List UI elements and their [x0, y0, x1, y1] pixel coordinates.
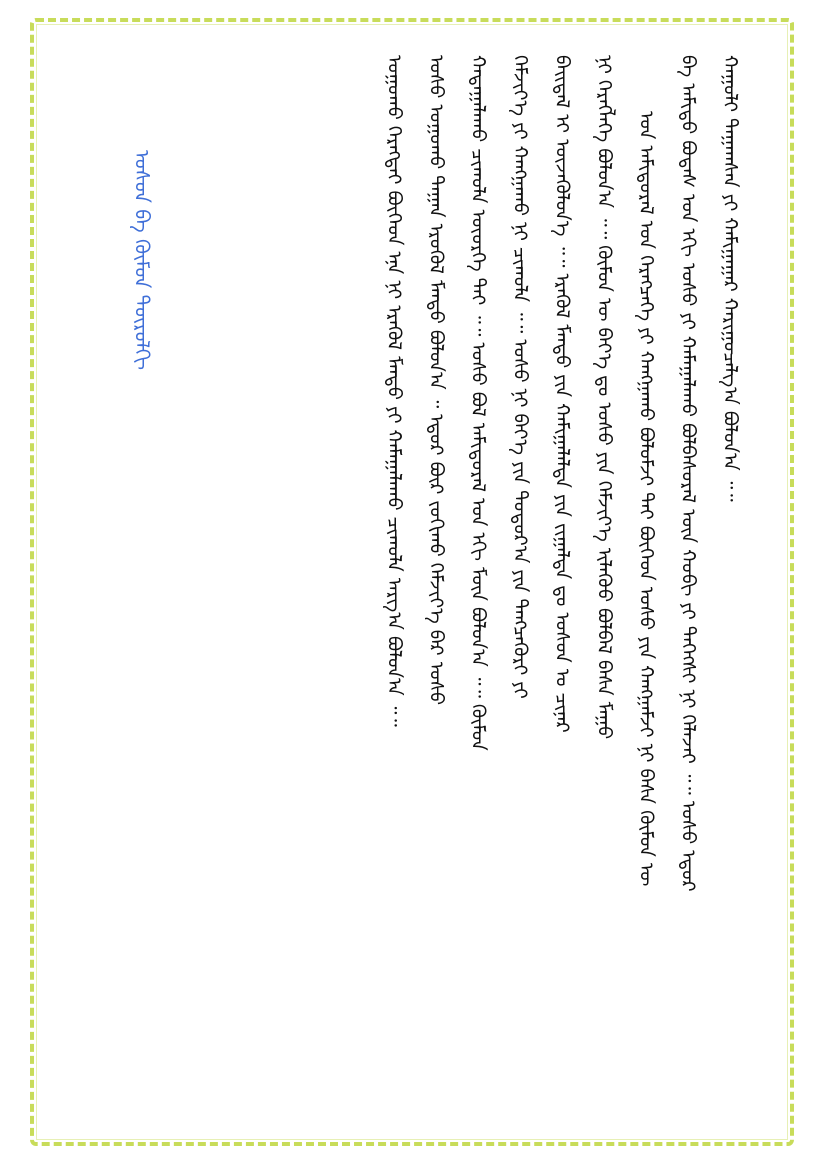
text-line-9: ᠤᠭᠤᠬᠤ ᠬᠡᠷᠡᠭᠲᠡᠢ ᠪᠥᠭᠡᠳ ᠡᠨᠡ ᠨᠢ ᠡᠷᠡᠭᠦᠯ ᠮᠡᠨᠳᠦ ᠶᠢ ᠬᠠᠮᠠᠭᠠᠯᠠᠬᠤ ᠴᠢᠬᠤᠯᠠ ᠠᠷᠭ᠎ᠠ ᠪᠣᠯᠤᠨ᠎ᠠ ᠃᠃	[383, 55, 405, 727]
body-text	[251, 55, 751, 1113]
text-line-6: ᠬᠡᠮᠵᠢᠶ᠎ᠡ ᠶᠢ ᠬᠠᠩᠭᠠᠬᠤ ᠨᠢ ᠴᠢᠬᠤᠯᠠ ᠃᠃ ᠤᠰᠤ ᠨᠢ ᠪᠡᠶ᠎ᠡ ᠶᠢᠨ ᠳᠣᠲᠣᠷ᠎ᠠ ᠶᠢᠨ ᠲᠡᠩᠴᠡᠭᠦᠷᠢ ᠶᠢ	[509, 55, 531, 699]
text-line-5: ᠪᠠᠢᠳᠠᠯ ᠢ ᠦᠵᠡᠭᠦᠯᠦᠨ᠎ᠡ ᠃᠃ ᠡᠷᠡᠭᠦᠯ ᠮᠡᠨᠳᠦ ᠶᠢᠨ ᠬᠠᠮᠢᠭᠠᠯᠠᠯᠲᠠ ᠶᠢᠨ ᠵᠢᠭᠠᠯᠲᠠ ᠳᠤ ᠤᠰᠤᠨ ᠤ ᠴᠢᠨᠠᠷ	[551, 55, 573, 733]
text-line-1: ᠬᠠᠭᠤᠯᠢ ᠳᠠᠭᠠᠭᠰᠠᠨ ᠶᠢ ᠬᠠᠮᠢᠭᠠᠭᠠᠷ ᠬᠠᠷᠢᠭᠤᠴᠠᠯᠭ᠎ᠠ ᠪᠣᠯᠤᠨ᠎ᠠ ᠃᠃	[719, 55, 741, 502]
text-line-4: ᠨᠢ ᠬᠡᠷᠡᠭᠯᠡᠭᠡ ᠪᠣᠯᠤᠨ᠎ᠠ ᠃᠃ ᠬᠦᠮᠦᠨ ᠦ ᠪᠡᠶ᠎ᠡ ᠳᠤ ᠤᠰᠤ ᠶᠢᠨ ᠬᠡᠮᠵᠢᠶ᠎ᠡ ᠢᠯᠡᠭᠦᠦ ᠪᠣᠯᠪᠠᠯ ᠪᠠᠰᠠ ᠮᠠᠭᠤ	[593, 55, 615, 740]
page-title: ᠤᠰᠤᠨ ᠪᠠ ᠬᠦᠮᠦᠨ ᠲᠥᠷᠥᠯᠬᠢ	[130, 150, 154, 371]
text-line-3: ᠤᠨ ᠠᠮᠢᠳᠤᠷᠠᠯ ᠤᠨ ᠬᠡᠷᠡᠭᠴᠡᠭᠡ ᠶᠢ ᠬᠠᠩᠭᠠᠬᠤ ᠪᠣᠯᠤᠮᠵᠢ ᠲᠠᠢ ᠪᠥᠭᠡᠳ ᠤᠰᠤ ᠶᠢᠨ ᠬᠠᠩᠭᠠᠮᠵᠢ ᠨᠢ ᠪᠠᠰᠠ ᠬᠦᠮᠦᠨ ᠦ	[635, 111, 657, 887]
text-line-2: ᠪᠠ ᠠᠮᠢᠳᠤ ᠪᠣᠳᠠᠰ ᠤᠨ ᠡᠬᠢ ᠤᠰᠤ ᠶᠢ ᠬᠠᠮᠠᠭᠠᠯᠠᠬᠤ ᠪᠣᠯᠪᠠᠰᠤᠷᠠᠯ ᠦᠨ ᠬᠤᠪᠢ ᠶᠢ ᠳᠡᠭᠡᠭᠰᠢ ᠨᠢ ᠬᠡᠯᠡᠵᠡᠢ ᠃᠃ ᠤᠰᠤ ᠡᠳᠦᠷ	[677, 55, 699, 892]
text-line-8: ᠤᠰᠤ ᠤᠭᠤᠬᠤ ᠳᠠᠭᠠᠨ ᠡᠷᠦᠬᠦᠯ ᠮᠡᠨᠳᠦ ᠪᠣᠯᠤᠨ᠎ᠠ ᠃ ᠡᠳᠦᠷ ᠪᠦᠷ ᠵᠣᠬᠢᠬᠤ ᠬᠡᠮᠵᠢᠶ᠎ᠡ ᠪᠡᠷ ᠤᠰᠤ	[425, 55, 447, 706]
text-line-7: ᠬᠠᠳᠠᠭᠠᠯᠠᠬᠤ ᠴᠢᠬᠤᠯᠠ ᠦᠦᠷᠭᠡ ᠲᠠᠢ ᠃᠃ ᠤᠰᠤ ᠪᠣᠯ ᠠᠮᠢᠳᠤᠷᠠᠯ ᠤᠨ ᠡᠬᠢ ᠮᠥᠨ ᠪᠣᠯᠤᠨ᠎ᠠ ᠃᠃ ᠬᠦᠮᠦᠨ	[467, 55, 489, 751]
